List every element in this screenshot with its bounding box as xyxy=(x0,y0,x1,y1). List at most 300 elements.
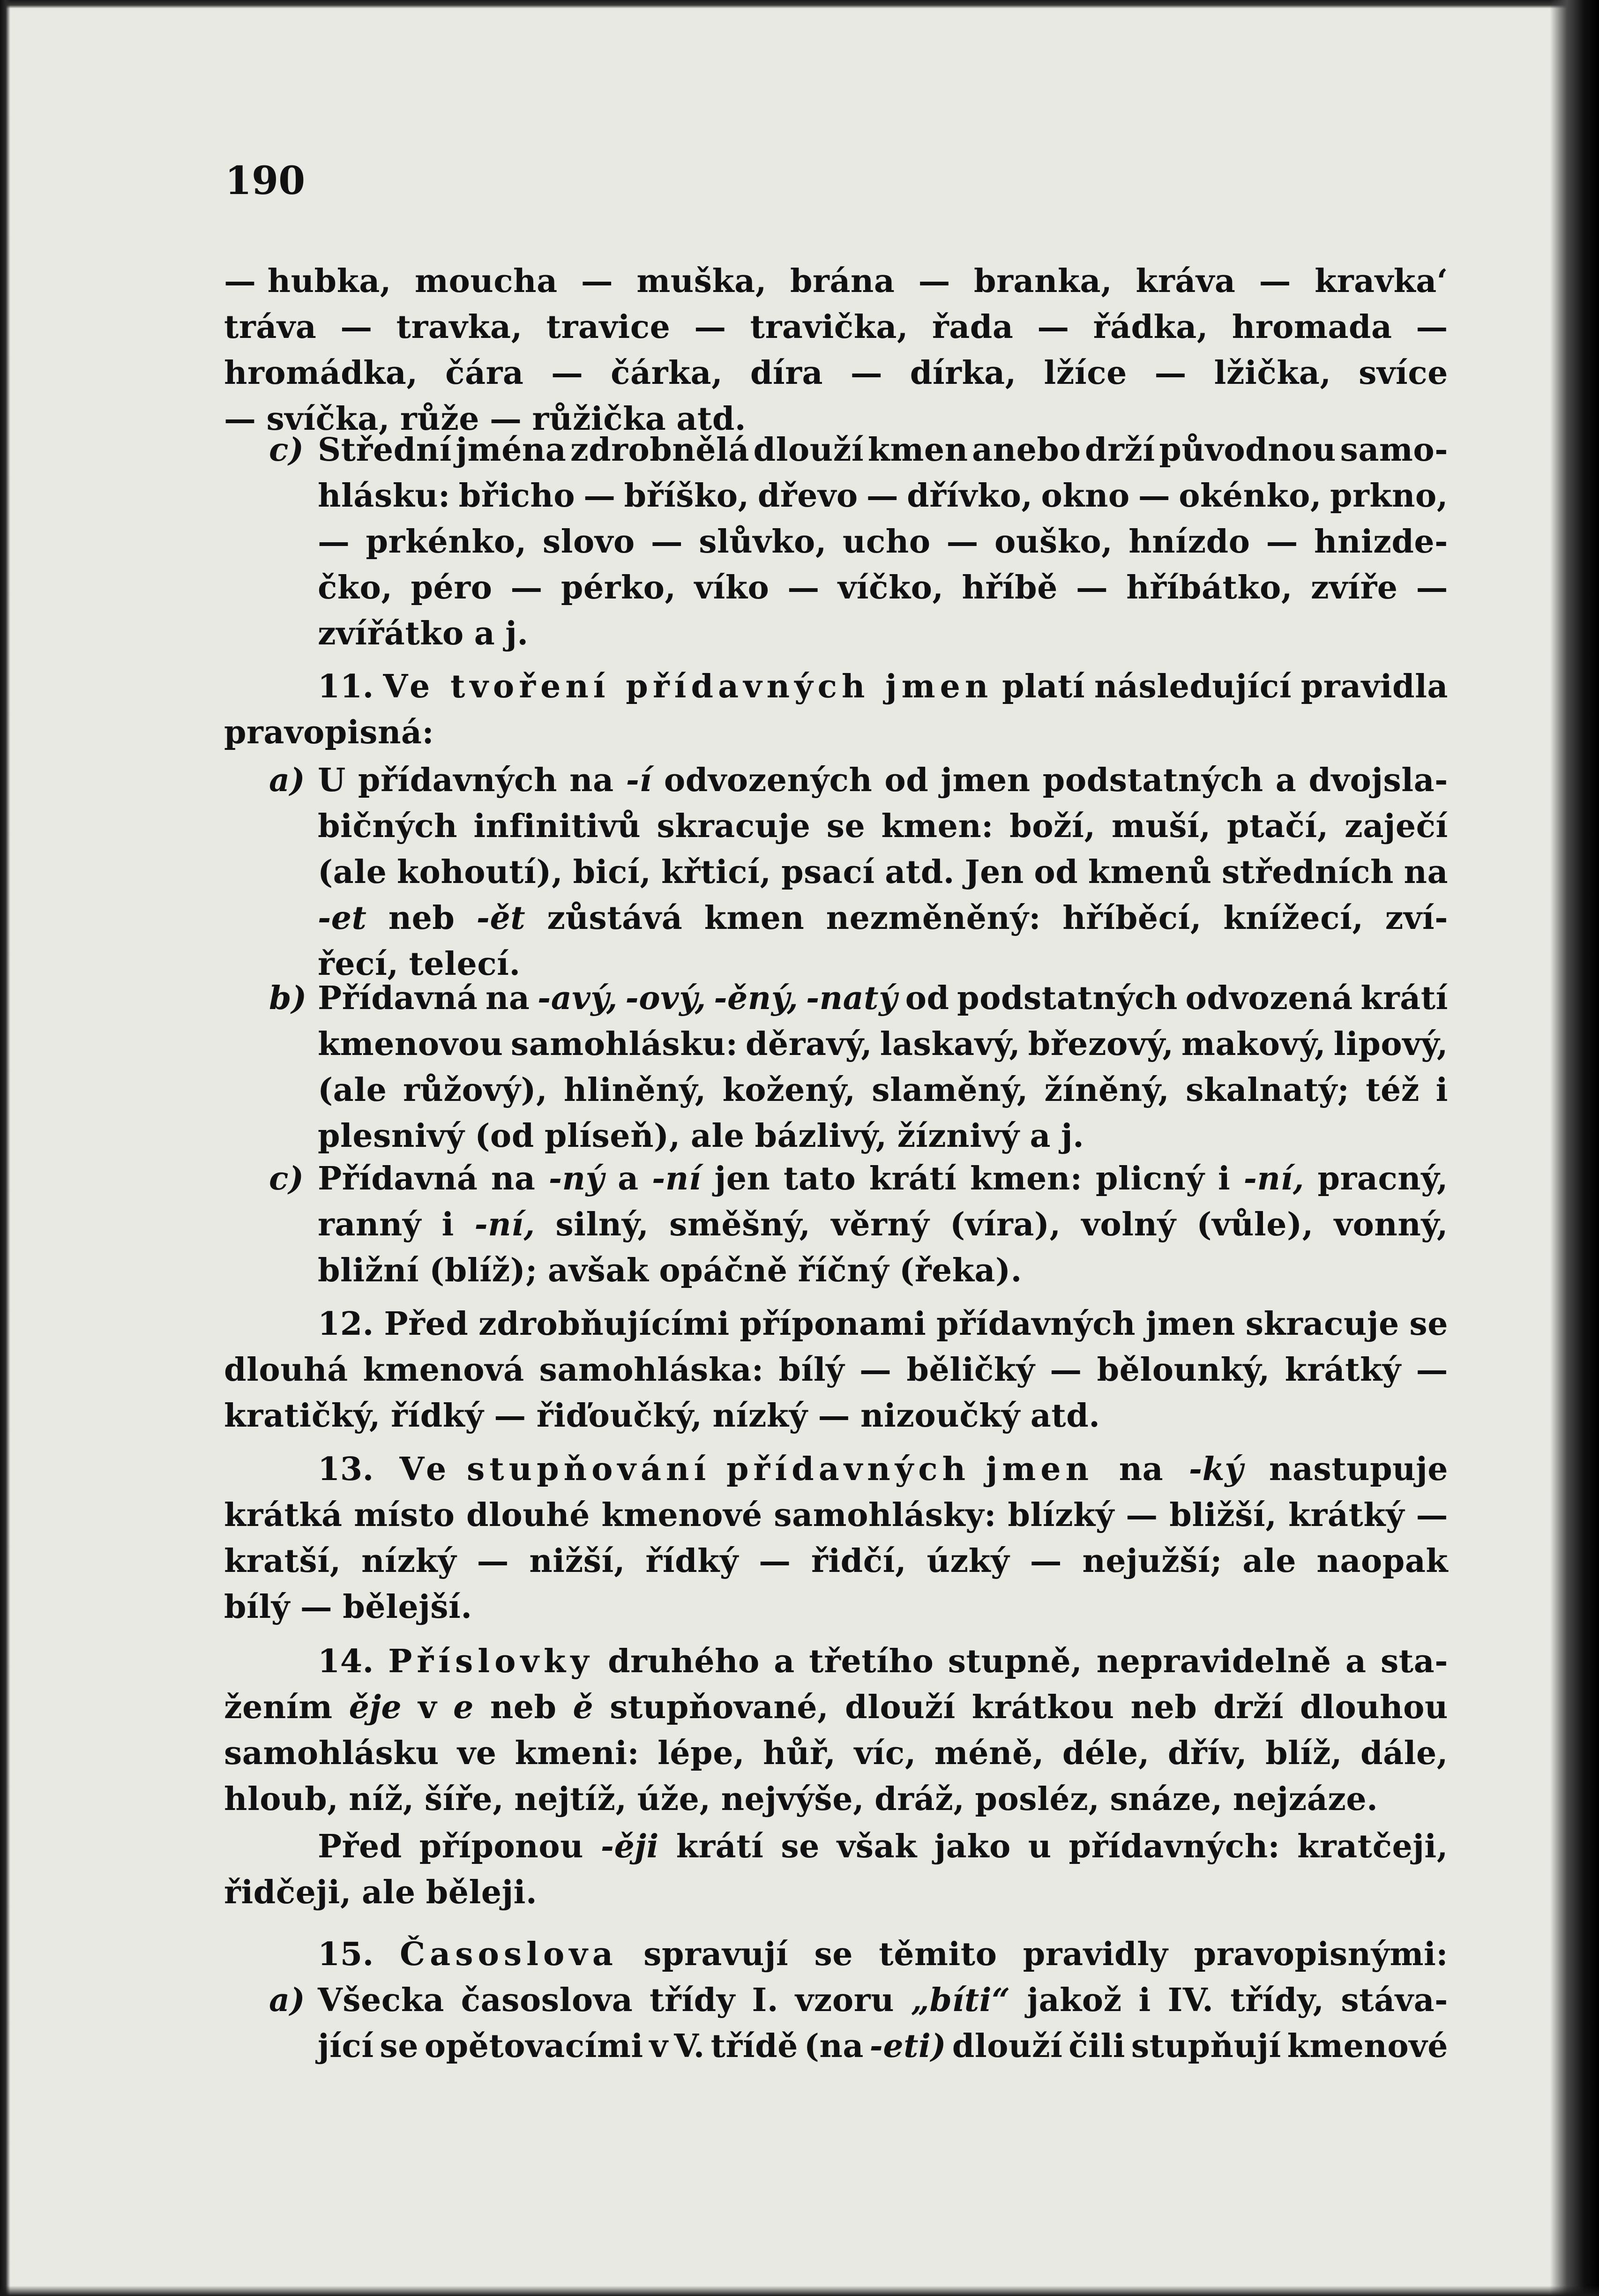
word: nezměněný: xyxy=(826,899,1041,937)
paragraph-c-neuter-nouns xyxy=(224,431,1448,661)
list-marker: c) xyxy=(269,431,304,469)
word: platí xyxy=(1002,668,1085,705)
word: třídy, xyxy=(1230,1982,1324,2019)
word: na xyxy=(569,762,614,799)
word: čko, xyxy=(318,569,393,606)
word: dvojsla- xyxy=(1308,762,1448,799)
word: — xyxy=(494,1397,526,1435)
word: kmen: xyxy=(970,1160,1083,1197)
word: péro xyxy=(411,569,493,606)
word: jako xyxy=(934,1828,1011,1865)
word: prkno, xyxy=(1330,477,1448,515)
text-line xyxy=(224,1351,1448,1397)
word: atd. xyxy=(885,853,955,891)
word: pérko, xyxy=(560,569,676,606)
word: — xyxy=(1030,1542,1062,1580)
word: brána xyxy=(790,262,895,300)
word: řádka, xyxy=(1093,308,1208,346)
word: — xyxy=(510,569,543,606)
word: se xyxy=(380,2027,418,2065)
word: jen xyxy=(714,1160,770,1197)
word: Střední xyxy=(318,431,452,469)
word: samohlásky: xyxy=(774,1496,996,1534)
word: řecí, xyxy=(318,945,399,983)
word: Časoslova xyxy=(400,1936,618,1973)
word: travice xyxy=(546,308,671,346)
word: (víra), xyxy=(949,1206,1061,1243)
word: kmen xyxy=(704,899,805,937)
word: IV. xyxy=(1167,1982,1214,2019)
word: muška, xyxy=(636,262,767,300)
word: v xyxy=(418,1689,437,1726)
word: ouško, xyxy=(994,523,1113,561)
paragraph-13 xyxy=(224,1451,1448,1634)
word: přídavných xyxy=(936,1305,1136,1343)
word: j. xyxy=(1061,1117,1084,1155)
word: na xyxy=(491,1160,536,1197)
word: kmenová xyxy=(363,1351,524,1389)
text-line xyxy=(224,1117,1448,1163)
word: žíněný, xyxy=(1044,1071,1170,1109)
word: silný, xyxy=(555,1206,649,1243)
word: nízký xyxy=(712,1397,808,1435)
text-line xyxy=(224,1397,1448,1443)
word: V. xyxy=(674,2027,705,2065)
word: odvozená xyxy=(1185,980,1353,1017)
word: čárka, xyxy=(611,354,723,392)
word: kmenovou xyxy=(318,1025,503,1063)
word: — xyxy=(1138,477,1171,515)
text-line xyxy=(224,1874,1448,1920)
word: volný xyxy=(1081,1206,1176,1243)
text-line xyxy=(224,899,1448,945)
word: dlouhá xyxy=(224,1351,348,1389)
word: pravidly xyxy=(1023,1936,1168,1973)
word: dráž, xyxy=(874,1780,965,1818)
text-line xyxy=(224,1689,1448,1735)
word: Ve stupňování přídavných jmen xyxy=(399,1451,1094,1488)
list-marker: c) xyxy=(269,1160,304,1197)
word: — xyxy=(1416,569,1448,606)
word: — xyxy=(1416,1496,1448,1534)
text-line xyxy=(224,1643,1448,1689)
word: kratší, xyxy=(224,1542,341,1580)
word: níž, xyxy=(349,1780,414,1818)
word: ě xyxy=(573,1689,594,1726)
word: běleji. xyxy=(426,1874,538,1911)
word: opětovacími xyxy=(424,2027,643,2065)
word: bělounký, xyxy=(1097,1351,1270,1389)
word: — xyxy=(859,1351,892,1389)
text-line xyxy=(224,477,1448,523)
text-line xyxy=(224,1252,1448,1298)
word: laskavý, xyxy=(880,1025,1021,1063)
word: anebo xyxy=(972,431,1081,469)
word: růže xyxy=(400,400,480,438)
word: kmenové xyxy=(1287,2027,1448,2065)
word: Před xyxy=(318,1828,402,1865)
word: travička, xyxy=(750,308,909,346)
word: žíznivý xyxy=(897,1117,1020,1155)
text-line xyxy=(224,1735,1448,1780)
paragraph-diminutives-continued xyxy=(224,262,1448,446)
word: krátí xyxy=(1360,980,1448,1017)
word: časoslova xyxy=(461,1982,633,2019)
word: atd. xyxy=(1030,1397,1100,1435)
word: — xyxy=(850,354,883,392)
word: kratičký, xyxy=(224,1397,381,1435)
word: víčko, xyxy=(837,569,944,606)
word: naopak xyxy=(1316,1542,1448,1580)
word: krátkou xyxy=(971,1689,1114,1726)
word: podstatných xyxy=(1042,762,1263,799)
word: příponou xyxy=(419,1828,584,1865)
word: Přídavná xyxy=(318,1160,478,1197)
word: dlouží xyxy=(753,431,864,469)
word: kožený, xyxy=(722,1071,856,1109)
word: — xyxy=(1259,262,1292,300)
word: dřevo xyxy=(757,477,858,515)
word: — xyxy=(224,400,256,438)
word: — xyxy=(1076,569,1108,606)
word: moucha xyxy=(415,262,558,300)
word: — xyxy=(818,1397,851,1435)
text-line xyxy=(224,1160,1448,1206)
word: — xyxy=(866,477,899,515)
text-line xyxy=(224,1071,1448,1117)
word: avšak xyxy=(547,1252,649,1289)
word: -ěný, xyxy=(714,980,799,1017)
text-line xyxy=(224,762,1448,808)
word: — xyxy=(1037,308,1069,346)
text-line xyxy=(224,1025,1448,1071)
word: plesnivý xyxy=(318,1117,465,1155)
word: 13. xyxy=(318,1451,374,1488)
text-line xyxy=(224,1451,1448,1496)
word: Ve tvoření přídavných jmen xyxy=(383,668,993,705)
word: blíž, xyxy=(1265,1735,1343,1772)
word: zvíře xyxy=(1310,569,1398,606)
text-line xyxy=(224,1305,1448,1351)
word: Všecka xyxy=(318,1982,444,2019)
text-line xyxy=(224,615,1448,661)
word: bližší, xyxy=(1169,1496,1277,1534)
word: řiďoučký, xyxy=(536,1397,702,1435)
word: na xyxy=(485,980,530,1017)
word: nejtíž, xyxy=(514,1780,627,1818)
word: e xyxy=(453,1689,474,1726)
word: hříbě xyxy=(962,569,1058,606)
word: — xyxy=(1050,1351,1082,1389)
word: Přídavná xyxy=(318,980,478,1017)
paragraph-11-a xyxy=(224,762,1448,991)
word: středních xyxy=(1222,853,1394,891)
word: — xyxy=(1154,354,1187,392)
word: (od xyxy=(475,1117,534,1155)
word: jmen xyxy=(1145,1305,1236,1343)
word: šíře, xyxy=(424,1780,504,1818)
word: — xyxy=(318,523,350,561)
word: i xyxy=(441,1206,454,1243)
word: — hubka, xyxy=(224,262,391,300)
word: dlouží xyxy=(845,1689,956,1726)
word: třídy xyxy=(650,1982,735,2019)
word: -natý xyxy=(806,980,898,1017)
word: pravopisnými: xyxy=(1194,1936,1448,1973)
word: hromada xyxy=(1232,308,1392,346)
word: samohláska: xyxy=(539,1351,764,1389)
word: — xyxy=(650,523,683,561)
text-line xyxy=(224,1780,1448,1826)
word: skracuje xyxy=(657,808,811,845)
word: bázlivý, xyxy=(755,1117,887,1155)
word: -et xyxy=(318,899,367,937)
word: hříbátko, xyxy=(1126,569,1293,606)
word: od xyxy=(905,980,949,1017)
word: neb xyxy=(1130,1689,1197,1726)
text-line xyxy=(224,2027,1448,2073)
word: pracný, xyxy=(1317,1160,1448,1197)
word: na xyxy=(1404,853,1448,891)
word: jící xyxy=(318,2027,374,2065)
word: hloub, xyxy=(224,1780,339,1818)
word: spravují xyxy=(643,1936,789,1973)
text-line xyxy=(224,1588,1448,1634)
word: žením xyxy=(224,1689,333,1726)
word: snáze, xyxy=(1110,1780,1223,1818)
word: -avý, xyxy=(537,980,618,1017)
word: kmen: xyxy=(881,808,994,845)
word: jména xyxy=(456,431,567,469)
text-line xyxy=(224,1982,1448,2027)
word: a xyxy=(1275,762,1297,799)
word: slůvko, xyxy=(699,523,827,561)
word: podstatných xyxy=(957,980,1178,1017)
word: zví- xyxy=(1385,899,1448,937)
word: a xyxy=(1030,1117,1051,1155)
word: (ale xyxy=(318,853,387,891)
word: a xyxy=(1345,1643,1367,1680)
word: břicho xyxy=(458,477,575,515)
word: kmenové xyxy=(601,1496,762,1534)
word: hliněný, xyxy=(563,1071,706,1109)
paragraph-14 xyxy=(224,1643,1448,1826)
word: ve xyxy=(457,1735,497,1772)
word: knížecí, xyxy=(1223,899,1364,937)
word: samohlásku xyxy=(224,1735,439,1772)
word: víko xyxy=(694,569,770,606)
word: zvířátko xyxy=(318,615,464,652)
word: lépe, xyxy=(658,1735,745,1772)
word: zůstává xyxy=(547,899,683,937)
word: úzký xyxy=(927,1542,1010,1580)
scan-edge-right xyxy=(1550,0,1599,2296)
scan-edge-left xyxy=(0,0,10,2296)
word: ale xyxy=(1242,1542,1297,1580)
text-line xyxy=(224,1206,1448,1252)
word: ranný xyxy=(318,1206,421,1243)
word: (blíž); xyxy=(429,1252,538,1289)
word: řada xyxy=(932,308,1014,346)
word: Před xyxy=(384,1305,469,1343)
word: „bíti“ xyxy=(911,1982,1010,2019)
word: nejzáze. xyxy=(1233,1780,1378,1818)
word: kmeni: xyxy=(515,1735,640,1772)
word: psací xyxy=(781,853,875,891)
word: hříběcí, xyxy=(1062,899,1202,937)
word: slaměný, xyxy=(872,1071,1028,1109)
word: -ěji xyxy=(600,1828,659,1865)
word: — xyxy=(694,308,726,346)
word: přídavných: xyxy=(1068,1828,1280,1865)
word: se xyxy=(826,808,866,845)
word: nejužší; xyxy=(1082,1542,1223,1580)
word: -ní, xyxy=(1243,1160,1304,1197)
word: zdrobňujícími xyxy=(478,1305,730,1343)
word: nizoučký xyxy=(860,1397,1020,1435)
text-line xyxy=(224,808,1448,853)
word: lipový, xyxy=(1333,1025,1448,1063)
word: — xyxy=(946,523,979,561)
word: kmenů xyxy=(1088,853,1212,891)
word: telecí. xyxy=(409,945,521,983)
text-line xyxy=(224,980,1448,1025)
list-marker: b) xyxy=(269,980,307,1017)
word: — xyxy=(1266,523,1299,561)
word: dlouhou xyxy=(1300,1689,1448,1726)
word: skracuje xyxy=(1245,1305,1399,1343)
word: — xyxy=(787,569,820,606)
word: (řeka). xyxy=(899,1252,1022,1289)
word: (vůle), xyxy=(1196,1206,1314,1243)
word: prkénko, xyxy=(366,523,527,561)
word: blízký xyxy=(1008,1496,1114,1534)
paragraph-11-adjectives xyxy=(224,668,1448,760)
word: od xyxy=(884,762,929,799)
paragraph-11-c xyxy=(224,1160,1448,1298)
word: kratčeji, xyxy=(1297,1828,1448,1865)
word: — xyxy=(918,262,950,300)
word: růžička xyxy=(532,400,666,438)
word: odvozených xyxy=(664,762,873,799)
word: (na xyxy=(804,2027,864,2065)
word: — xyxy=(1416,308,1448,346)
word: opáčně xyxy=(659,1252,788,1289)
word: věrný xyxy=(831,1206,930,1243)
word: však xyxy=(837,1828,917,1865)
word: příponami xyxy=(740,1305,927,1343)
word: hnízdo xyxy=(1128,523,1250,561)
text-line xyxy=(224,853,1448,899)
word: v xyxy=(649,2027,668,2065)
word: (ale xyxy=(318,1071,387,1109)
word: drží xyxy=(1084,431,1155,469)
word: krátí xyxy=(676,1828,764,1865)
word: pravopisná: xyxy=(224,714,434,751)
word: a xyxy=(774,1643,795,1680)
word: pravidla xyxy=(1300,668,1448,705)
word: — xyxy=(583,477,616,515)
word: 12. xyxy=(318,1305,374,1343)
word: též xyxy=(1366,1071,1420,1109)
text-line xyxy=(224,354,1448,400)
word: bílý xyxy=(224,1588,290,1626)
word: dřív, xyxy=(1167,1735,1248,1772)
word: třetího xyxy=(809,1643,934,1680)
word: ptačí, xyxy=(1226,808,1329,845)
word: ucho xyxy=(842,523,931,561)
word: -ný xyxy=(548,1160,605,1197)
word: březový, xyxy=(1028,1025,1174,1063)
word: úže, xyxy=(637,1780,711,1818)
word: krátký xyxy=(1288,1496,1405,1534)
word: — xyxy=(1416,1351,1448,1389)
word: zaječí xyxy=(1345,808,1448,845)
word: říčný xyxy=(798,1252,889,1289)
text-line xyxy=(224,523,1448,569)
word: -ký xyxy=(1188,1451,1244,1488)
word: 15. xyxy=(318,1936,374,1973)
word: kmen xyxy=(867,431,968,469)
word: hromádka, xyxy=(224,354,418,392)
word: těmito xyxy=(879,1936,997,1973)
word: 11. xyxy=(318,668,374,705)
word: okénko, xyxy=(1179,477,1322,515)
word: a xyxy=(474,615,495,652)
word: se xyxy=(1409,1305,1448,1343)
word: infinitivů xyxy=(473,808,641,845)
text-line xyxy=(224,569,1448,615)
word: víc, xyxy=(854,1735,916,1772)
word: U xyxy=(318,762,346,799)
word: křticí, xyxy=(661,853,771,891)
word: -ět xyxy=(476,899,526,937)
scan-edge-top xyxy=(0,0,1599,8)
word: nepravidelně xyxy=(1096,1643,1331,1680)
word: kráva xyxy=(1136,262,1236,300)
word: j. xyxy=(505,615,529,652)
word: dlouhé xyxy=(466,1496,590,1534)
word: — xyxy=(551,354,583,392)
word: přídavných xyxy=(358,762,558,799)
word: dřívko, xyxy=(907,477,1033,515)
text-line xyxy=(224,262,1448,308)
text-line xyxy=(224,714,1448,760)
word: bližní xyxy=(318,1252,419,1289)
word: plíseň), xyxy=(544,1117,680,1155)
word: branka, xyxy=(974,262,1113,300)
word: se xyxy=(814,1936,853,1973)
word: ale xyxy=(361,1874,416,1911)
word: boží, xyxy=(1009,808,1096,845)
word: -ní xyxy=(652,1160,702,1197)
word: nižší, xyxy=(529,1542,626,1580)
word: — xyxy=(759,1542,791,1580)
word: makový, xyxy=(1181,1025,1326,1063)
word: nastupuje xyxy=(1269,1451,1448,1488)
word: déle, xyxy=(1062,1735,1150,1772)
word: čára xyxy=(445,354,524,392)
word: řidčeji, xyxy=(224,1874,351,1911)
word: na xyxy=(1119,1451,1164,1488)
word: původnou xyxy=(1159,431,1336,469)
text-line xyxy=(224,1496,1448,1542)
word: stáva- xyxy=(1341,1982,1448,2019)
word: hnizde- xyxy=(1314,523,1448,561)
word: krátí xyxy=(869,1160,957,1197)
word: -eti) xyxy=(869,2027,947,2065)
word: dírka, xyxy=(910,354,1016,392)
